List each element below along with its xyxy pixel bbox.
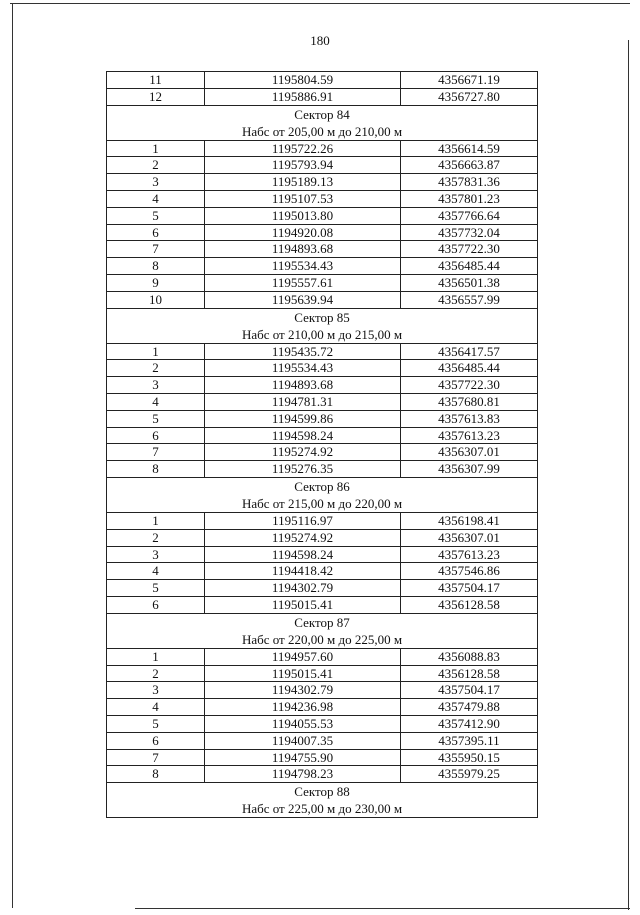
x-coordinate-cell: 1194893.68	[205, 241, 401, 258]
table-row	[107, 241, 538, 258]
point-number-cell: 12	[107, 88, 205, 105]
point-number-cell: 2	[107, 529, 205, 546]
point-number-cell: 6	[107, 224, 205, 241]
table-row	[107, 274, 538, 291]
x-coordinate-cell: 1194302.79	[205, 682, 401, 699]
y-coordinate-cell: 4357613.23	[401, 546, 538, 563]
point-number-cell: 6	[107, 596, 205, 613]
y-coordinate-cell: 4356557.99	[401, 291, 538, 308]
table-row	[107, 444, 538, 461]
x-coordinate-cell: 1195107.53	[205, 190, 401, 207]
x-coordinate-cell: 1194781.31	[205, 393, 401, 410]
sector-header-row	[107, 105, 538, 140]
x-coordinate-cell: 1194893.68	[205, 377, 401, 394]
point-number-cell: 5	[107, 410, 205, 427]
point-number-cell: 8	[107, 461, 205, 478]
y-coordinate-cell: 4356128.58	[401, 665, 538, 682]
scan-border-top	[10, 3, 630, 4]
x-coordinate-cell: 1195534.43	[205, 258, 401, 275]
x-coordinate-cell: 1194055.53	[205, 715, 401, 732]
table-row	[107, 72, 538, 89]
x-coordinate-cell: 1195557.61	[205, 274, 401, 291]
table-row	[107, 140, 538, 157]
point-number-cell: 7	[107, 749, 205, 766]
point-number-cell: 7	[107, 241, 205, 258]
point-number-cell: 3	[107, 377, 205, 394]
y-coordinate-cell: 4357766.64	[401, 207, 538, 224]
table-row	[107, 512, 538, 529]
x-coordinate-cell: 1194957.60	[205, 648, 401, 665]
sector-header-row	[107, 308, 538, 343]
x-coordinate-cell: 1195015.41	[205, 596, 401, 613]
sector-title: Сектор 87	[294, 614, 350, 630]
table-row	[107, 665, 538, 682]
point-number-cell: 3	[107, 682, 205, 699]
point-number-cell: 8	[107, 258, 205, 275]
y-coordinate-cell: 4357613.23	[401, 427, 538, 444]
sector-header	[107, 477, 538, 512]
sector-title: Сектор 88	[294, 784, 350, 800]
table-row	[107, 410, 538, 427]
y-coordinate-cell: 4356501.38	[401, 274, 538, 291]
x-coordinate-cell: 1195116.97	[205, 512, 401, 529]
x-coordinate-cell: 1195276.35	[205, 461, 401, 478]
x-coordinate-cell: 1195886.91	[205, 88, 401, 105]
x-coordinate-cell: 1194236.98	[205, 699, 401, 716]
table-row	[107, 596, 538, 613]
y-coordinate-cell: 4356307.99	[401, 461, 538, 478]
x-coordinate-cell: 1195013.80	[205, 207, 401, 224]
table-row	[107, 157, 538, 174]
point-number-cell: 2	[107, 665, 205, 682]
table-row	[107, 207, 538, 224]
sector-height-range: Набс от 215,00 м до 220,00 м	[241, 495, 403, 511]
table-row	[107, 360, 538, 377]
point-number-cell: 6	[107, 732, 205, 749]
point-number-cell: 9	[107, 274, 205, 291]
x-coordinate-cell: 1195534.43	[205, 360, 401, 377]
sector-title: Сектор 84	[294, 106, 350, 122]
y-coordinate-cell: 4356417.57	[401, 343, 538, 360]
sector-height-range: Набс от 205,00 м до 210,00 м	[241, 123, 403, 139]
scan-border-right	[628, 40, 629, 910]
sector-header-row	[107, 783, 538, 818]
point-number-cell: 1	[107, 648, 205, 665]
y-coordinate-cell: 4357504.17	[401, 682, 538, 699]
y-coordinate-cell: 4356671.19	[401, 72, 538, 89]
scan-border-left	[12, 3, 13, 908]
x-coordinate-cell: 1195793.94	[205, 157, 401, 174]
point-number-cell: 6	[107, 427, 205, 444]
table-row	[107, 529, 538, 546]
point-number-cell: 10	[107, 291, 205, 308]
sector-header	[107, 105, 538, 140]
sector-title: Сектор 86	[294, 478, 350, 494]
y-coordinate-cell: 4357412.90	[401, 715, 538, 732]
point-number-cell: 5	[107, 207, 205, 224]
x-coordinate-cell: 1195274.92	[205, 444, 401, 461]
sector-title: Сектор 85	[294, 309, 350, 325]
y-coordinate-cell: 4357801.23	[401, 190, 538, 207]
point-number-cell: 11	[107, 72, 205, 89]
table-row	[107, 393, 538, 410]
y-coordinate-cell: 4356663.87	[401, 157, 538, 174]
table-row	[107, 715, 538, 732]
y-coordinate-cell: 4355979.25	[401, 766, 538, 783]
x-coordinate-cell: 1194798.23	[205, 766, 401, 783]
scan-border-bottom	[135, 908, 630, 909]
table-row	[107, 174, 538, 191]
x-coordinate-cell: 1195722.26	[205, 140, 401, 157]
y-coordinate-cell: 4357831.36	[401, 174, 538, 191]
point-number-cell: 2	[107, 157, 205, 174]
point-number-cell: 1	[107, 140, 205, 157]
table-row	[107, 88, 538, 105]
y-coordinate-cell: 4357613.83	[401, 410, 538, 427]
sector-header-row	[107, 613, 538, 648]
point-number-cell: 5	[107, 580, 205, 597]
y-coordinate-cell: 4357722.30	[401, 377, 538, 394]
table-row	[107, 546, 538, 563]
table-row	[107, 648, 538, 665]
sector-height-range: Набс от 225,00 м до 230,00 м	[241, 801, 403, 817]
x-coordinate-cell: 1194418.42	[205, 563, 401, 580]
table-row	[107, 699, 538, 716]
x-coordinate-cell: 1194755.90	[205, 749, 401, 766]
x-coordinate-cell: 1194598.24	[205, 546, 401, 563]
x-coordinate-cell: 1194302.79	[205, 580, 401, 597]
y-coordinate-cell: 4357546.86	[401, 563, 538, 580]
table-row	[107, 580, 538, 597]
table-row	[107, 732, 538, 749]
y-coordinate-cell: 4357722.30	[401, 241, 538, 258]
y-coordinate-cell: 4357479.88	[401, 699, 538, 716]
table-row	[107, 461, 538, 478]
table-row	[107, 224, 538, 241]
y-coordinate-cell: 4357680.81	[401, 393, 538, 410]
x-coordinate-cell: 1195015.41	[205, 665, 401, 682]
sector-height-range: Набс от 220,00 м до 225,00 м	[241, 631, 403, 647]
y-coordinate-cell: 4356485.44	[401, 360, 538, 377]
point-number-cell: 4	[107, 563, 205, 580]
point-number-cell: 4	[107, 699, 205, 716]
table-row	[107, 291, 538, 308]
x-coordinate-cell: 1195274.92	[205, 529, 401, 546]
coordinates-table	[106, 71, 538, 818]
table-row	[107, 190, 538, 207]
table-row	[107, 766, 538, 783]
x-coordinate-cell: 1195639.94	[205, 291, 401, 308]
point-number-cell: 4	[107, 190, 205, 207]
point-number-cell: 7	[107, 444, 205, 461]
sector-height-range: Набс от 210,00 м до 215,00 м	[241, 326, 403, 342]
y-coordinate-cell: 4356307.01	[401, 444, 538, 461]
y-coordinate-cell: 4356307.01	[401, 529, 538, 546]
table-row	[107, 427, 538, 444]
x-coordinate-cell: 1194599.86	[205, 410, 401, 427]
table-row	[107, 258, 538, 275]
table-row	[107, 563, 538, 580]
sector-header	[107, 783, 538, 818]
table-row	[107, 377, 538, 394]
y-coordinate-cell: 4356614.59	[401, 140, 538, 157]
page-number: 180	[310, 33, 330, 48]
x-coordinate-cell: 1194920.08	[205, 224, 401, 241]
x-coordinate-cell: 1194598.24	[205, 427, 401, 444]
point-number-cell: 4	[107, 393, 205, 410]
y-coordinate-cell: 4355950.15	[401, 749, 538, 766]
x-coordinate-cell: 1195435.72	[205, 343, 401, 360]
y-coordinate-cell: 4356198.41	[401, 512, 538, 529]
point-number-cell: 5	[107, 715, 205, 732]
coordinates-table-body	[107, 72, 538, 818]
table-row	[107, 749, 538, 766]
sector-header	[107, 613, 538, 648]
point-number-cell: 3	[107, 546, 205, 563]
sector-header	[107, 308, 538, 343]
y-coordinate-cell: 4356485.44	[401, 258, 538, 275]
point-number-cell: 1	[107, 512, 205, 529]
point-number-cell: 1	[107, 343, 205, 360]
point-number-cell: 8	[107, 766, 205, 783]
point-number-cell: 2	[107, 360, 205, 377]
point-number-cell: 3	[107, 174, 205, 191]
sector-header-row	[107, 477, 538, 512]
y-coordinate-cell: 4357732.04	[401, 224, 538, 241]
table-row	[107, 682, 538, 699]
x-coordinate-cell: 1195804.59	[205, 72, 401, 89]
y-coordinate-cell: 4356088.83	[401, 648, 538, 665]
x-coordinate-cell: 1194007.35	[205, 732, 401, 749]
y-coordinate-cell: 4356128.58	[401, 596, 538, 613]
table-row	[107, 343, 538, 360]
x-coordinate-cell: 1195189.13	[205, 174, 401, 191]
y-coordinate-cell: 4357395.11	[401, 732, 538, 749]
y-coordinate-cell: 4356727.80	[401, 88, 538, 105]
y-coordinate-cell: 4357504.17	[401, 580, 538, 597]
